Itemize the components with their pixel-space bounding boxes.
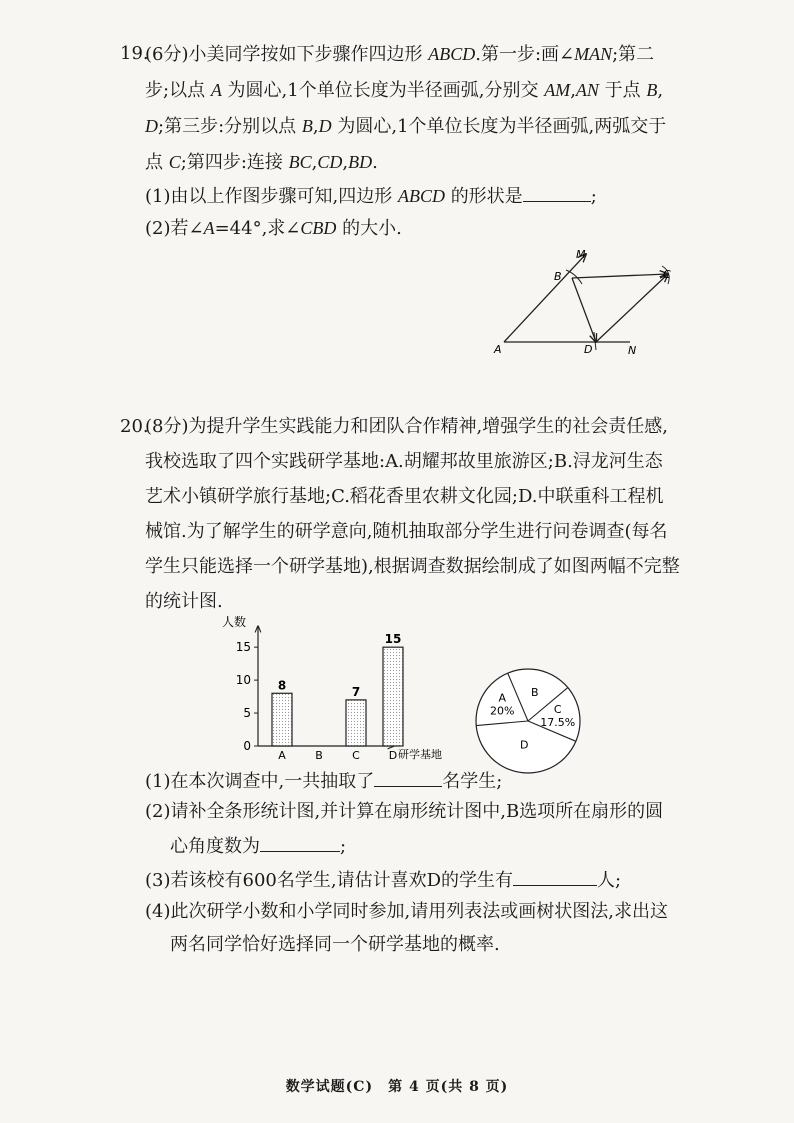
label-d: D: [584, 343, 593, 356]
pie-value-label: 17.5%: [540, 715, 576, 729]
bar-c: [346, 700, 366, 746]
bar-value-label: 8: [277, 678, 287, 693]
y-tick-label: 0: [243, 739, 251, 753]
segment-bc: [572, 274, 668, 278]
answer-blank: [260, 833, 340, 852]
x-tick-label: D: [388, 749, 398, 762]
pie-label-a: A: [498, 691, 507, 705]
y-tick-label: 15: [235, 640, 251, 655]
y-axis-label: 人数: [222, 615, 247, 629]
bar-chart: [212, 612, 472, 762]
answer-blank: [374, 768, 442, 787]
pie-chart: [470, 665, 590, 775]
x-axis-label: 研学基地: [398, 748, 442, 761]
x-tick-label: A: [278, 749, 286, 762]
exam-page: 19. (6分)小美同学按如下步骤作四边形 ABCD.第一步:画∠MAN;第二 步;以点 A 为圆心,1个单位长度为半径画弧,分别交 AM,AN 于点 B, D;第三步:分别以点 B,D 为圆心,1个单位长度为半径画弧,两弧交于 点 C;第四步:连接 BC,CD,BD. (1)由以上作图步骤可知,四边形 ABCD 的形状是 ; (2)若∠A=44°,求∠CBD 的大小. M B C A D N 20. (8分)为提升学生实践能力和团队合作精神,增强学生的社会责任感, 我校选取了四个实践研学基地:A.胡耀邦故里旅游区;B.浔龙河生态 艺术小镇研学旅行基地;C.稻花香里农耕文化园;D.中联重科工程机 械馆.为了解学生的研学意向,随机抽取部分学生进行问卷调查(每名 学生只能选择一个研学基地),根据调查数据绘制成了如图两幅不完整 的统计图. 人数 研学基地 0 5 10 15 8 A B 7 C 15 D A 20% B C 17.5% D (1)在本次调查中,一共抽取了 名学生; (2)请补全条形统计图,并计算在扇形统计图中,B选项所在扇形的圆 心角度数为 ; (3)若该校有600名学生,请估计喜欢D的学生有 人; (4)此次研学小数和小学同时参加,请用列表法或画树状图法,求出这 两名同学恰好选择同一个研学基地的概率. 数学试题(C) 第 4 页(共 8 页): [0, 0, 794, 1123]
q19-number: 19.: [120, 43, 149, 64]
y-ticks: [236, 640, 258, 753]
bar-d: [383, 647, 403, 746]
label-n: N: [628, 344, 637, 357]
pie-label-d: D: [520, 738, 529, 752]
label-a: A: [494, 343, 502, 356]
pie-value-label: 20%: [490, 704, 515, 718]
pie-label-c: C: [553, 702, 562, 716]
answer-blank: [523, 183, 591, 202]
bar-value-label: 15: [384, 632, 402, 647]
y-tick-label: 5: [243, 706, 251, 721]
answer-blank: [513, 867, 597, 886]
ray-am: [504, 254, 586, 342]
pie-label-b: B: [530, 685, 539, 699]
label-c: C: [663, 268, 671, 281]
q20-number: 20.: [120, 416, 149, 437]
bar-value-label: 7: [351, 684, 361, 699]
x-tick-label: C: [352, 749, 360, 762]
bars: [272, 632, 403, 762]
segment-cd: [596, 274, 668, 342]
bar-a: [272, 693, 292, 746]
x-tick-label: B: [315, 749, 323, 762]
segment-bd: [572, 278, 596, 342]
label-m: M: [576, 248, 586, 261]
page-footer: 数学试题(C) 第 4 页(共 8 页): [285, 1079, 509, 1095]
rhombus-construction-figure: [490, 244, 680, 360]
label-b: B: [554, 270, 562, 283]
y-tick-label: 10: [235, 673, 251, 688]
